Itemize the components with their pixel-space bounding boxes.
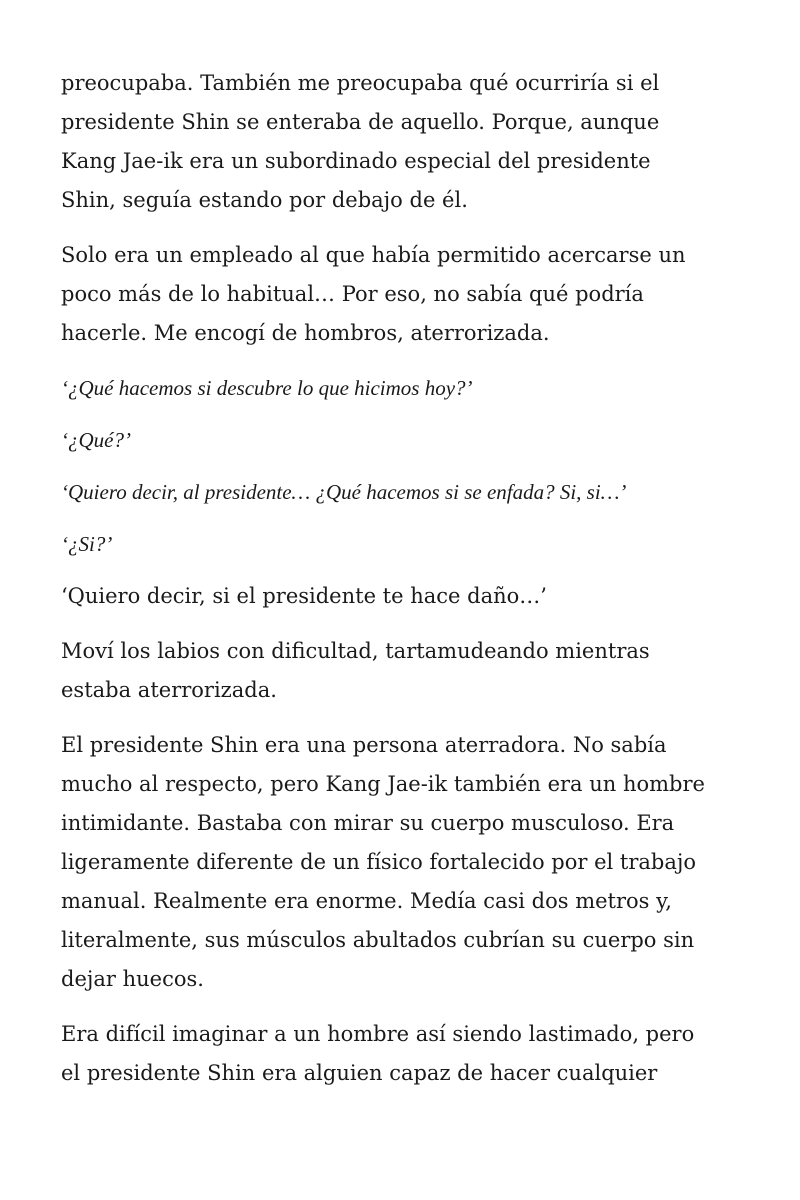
paragraph-4 [61,726,751,999]
text-line: Moví los labios con dificultad, tartamudeando mientras [61,639,650,663]
paragraph-5 [61,1015,751,1093]
text-line: Kang Jae-ik era un subordinado especial del presidente [61,149,651,173]
text-line: Solo era un empleado al que había permitido acercarse un [61,243,686,267]
dialogue-line [61,577,751,616]
text-line: estaba aterrorizada. [61,678,277,702]
text-line: intimidante. Bastaba con mirar su cuerpo musculoso. Era [61,811,675,835]
text-line: mucho al respecto, pero Kang Jae-ik también era un hombre [61,772,705,796]
text-line: preocupaba. También me preocupaba qué ocurriría si el [61,71,660,95]
dialogue-italic-4: ‘¿Si?’ [61,532,113,556]
text-line: Era difícil imaginar a un hombre así siendo lastimado, pero [61,1022,695,1046]
text-line: manual. Realmente era enorme. Medía casi dos metros y, [61,889,672,913]
dialogue-italic-3: ‘Quiero decir, al presidente… ¿Qué hacemos si se enfada? Si, si…’ [61,480,627,504]
reader-page [61,64,751,1109]
text-line: literalmente, sus músculos abultados cubrían su cuerpo sin [61,928,695,952]
text-line: el presidente Shin era alguien capaz de hacer cualquier [61,1061,658,1085]
dialogue-italic-1: ‘¿Qué hacemos si descubre lo que hicimos hoy?’ [61,376,473,400]
paragraph-3 [61,632,751,710]
text-line: El presidente Shin era una persona aterradora. No sabía [61,733,667,757]
text-line: Shin, seguía estando por debajo de él. [61,188,468,212]
text-line: ligeramente diferente de un físico fortalecido por el trabajo [61,850,697,874]
paragraph-1 [61,64,751,220]
text-line: dejar huecos. [61,967,204,991]
paragraph-2 [61,236,751,353]
text-line: hacerle. Me encogí de hombros, aterrorizada. [61,321,550,345]
dialogue-italic-2: ‘¿Qué?’ [61,428,131,452]
text-line: presidente Shin se enteraba de aquello. Porque, aunque [61,110,660,134]
text-line: ‘Quiero decir, si el presidente te hace daño…’ [61,584,547,608]
text-line: poco más de lo habitual… Por eso, no sabía qué podría [61,282,644,306]
